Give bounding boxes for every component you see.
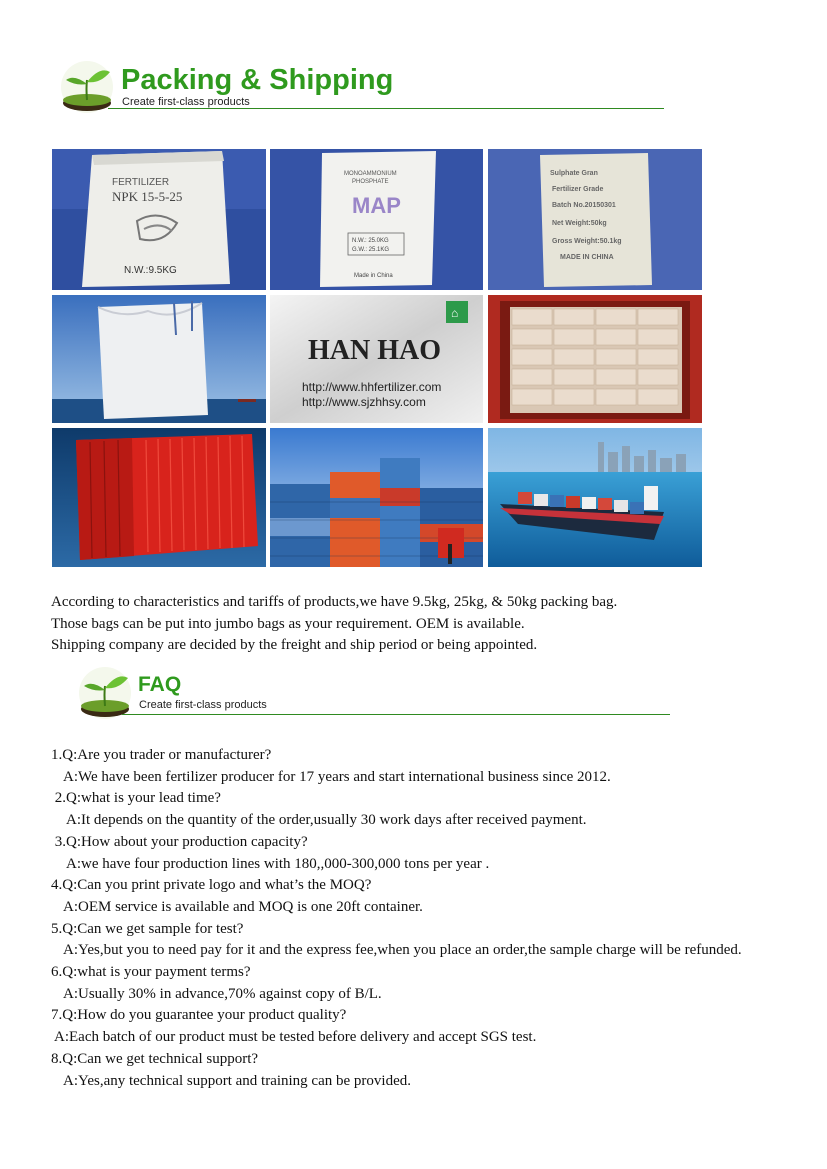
sulphate-label-6: MADE IN CHINA [560, 254, 614, 261]
jumbo-bag-photo [52, 295, 266, 423]
npk-bag-photo [52, 149, 266, 290]
container-yard-photo [270, 428, 483, 567]
faq-question-3: 3.Q:How about your production capacity? [51, 833, 308, 850]
packing-shipping-subtitle: Create first-class products [122, 96, 250, 108]
faq-answer-3: A:we have four production lines with 180,,000-300,000 tons per year . [66, 855, 490, 872]
sprout-logo-icon [60, 60, 114, 114]
header-underline [108, 108, 664, 109]
npk-label-1: FERTILIZER [112, 177, 170, 188]
npk-label-3: N.W.:9.5KG [124, 265, 177, 276]
faq-answer-5: A:Yes,but you to need pay for it and the express fee,when you place an order,the sample charge will be refunded. [63, 942, 742, 959]
npk-label-2: NPK 15-5-25 [112, 189, 183, 204]
packing-text-line-1: According to characteristics and tariffs of products,we have 9.5kg, 25kg, & 50kg packing bag. [51, 594, 618, 610]
sulphate-label-3: Batch No.20150301 [552, 202, 616, 209]
brand-url-1: http://www.hhfertilizer.com [302, 380, 442, 394]
sulphate-label-4: Net Weight:50kg [552, 220, 607, 227]
sulphate-label-2: Fertilizer Grade [552, 186, 604, 193]
faq-question-2: 2.Q:what is your lead time? [51, 790, 221, 807]
packing-shipping-title: Packing & Shipping [121, 64, 394, 96]
packing-shipping-header [60, 60, 670, 120]
faq-header [78, 666, 678, 726]
faq-question-1: 1.Q:Are you trader or manufacturer? [51, 747, 272, 763]
sulphate-label-1: Sulphate Gran [550, 170, 598, 177]
red-container-photo [52, 428, 266, 567]
faq-answer-2: A:It depends on the quantity of the order,usually 30 work days after received payment. [66, 812, 587, 829]
map-label-1: MONOAMMONIUM [344, 171, 397, 177]
faq-answer-1: A:We have been fertilizer producer for 17 years and start international business since 2012. [63, 768, 611, 785]
sulphate-label-5: Gross Weight:50.1kg [552, 238, 622, 245]
brand-badge-icon: ⌂ [451, 306, 459, 320]
faq-question-5: 5.Q:Can we get sample for test? [51, 920, 244, 937]
faq-answer-7: A:Each batch of our product must be tested before delivery and accept SGS test. [54, 1029, 537, 1046]
sprout-logo-icon [78, 666, 132, 720]
faq-answer-6: A:Usually 30% in advance,70% against copy of B/L. [63, 985, 382, 1002]
faq-title: FAQ [138, 673, 182, 696]
faq-header-underline [122, 714, 670, 715]
container-ship-photo [488, 428, 702, 567]
faq-list [51, 745, 777, 1092]
map-label-3: MAP [352, 193, 401, 218]
sulphate-bag-photo [488, 149, 702, 290]
map-bag-photo [270, 149, 483, 290]
map-label-4: N.W.: 25.0KG [352, 238, 389, 244]
map-label-2: PHOSPHATE [352, 179, 389, 185]
faq-question-8: 8.Q:Can we get technical support? [51, 1050, 259, 1067]
map-label-6: Made in China [354, 273, 393, 279]
packing-text-line-3: Shipping company are decided by the freight and ship period or being appointed. [51, 637, 538, 653]
faq-answer-4: A:OEM service is available and MOQ is one 20ft container. [63, 898, 423, 915]
brand-name: HAN HAO [308, 335, 441, 366]
faq-answer-8: A:Yes,any technical support and training can be provided. [63, 1072, 411, 1089]
faq-question-4: 4.Q:Can you print private logo and what’s the MOQ? [51, 877, 372, 894]
faq-subtitle: Create first-class products [139, 699, 267, 711]
faq-question-6: 6.Q:what is your payment terms? [51, 964, 251, 981]
packing-text-line-2: Those bags can be put into jumbo bags as your requirement. OEM is available. [51, 615, 525, 632]
faq-question-7: 7.Q:How do you guarantee your product quality? [51, 1007, 347, 1024]
han-hao-photo [270, 295, 483, 423]
map-label-5: G.W.: 25.1KG [352, 247, 390, 253]
loaded-container-photo [488, 295, 702, 423]
brand-url-2: http://www.sjzhhsy.com [302, 395, 426, 409]
